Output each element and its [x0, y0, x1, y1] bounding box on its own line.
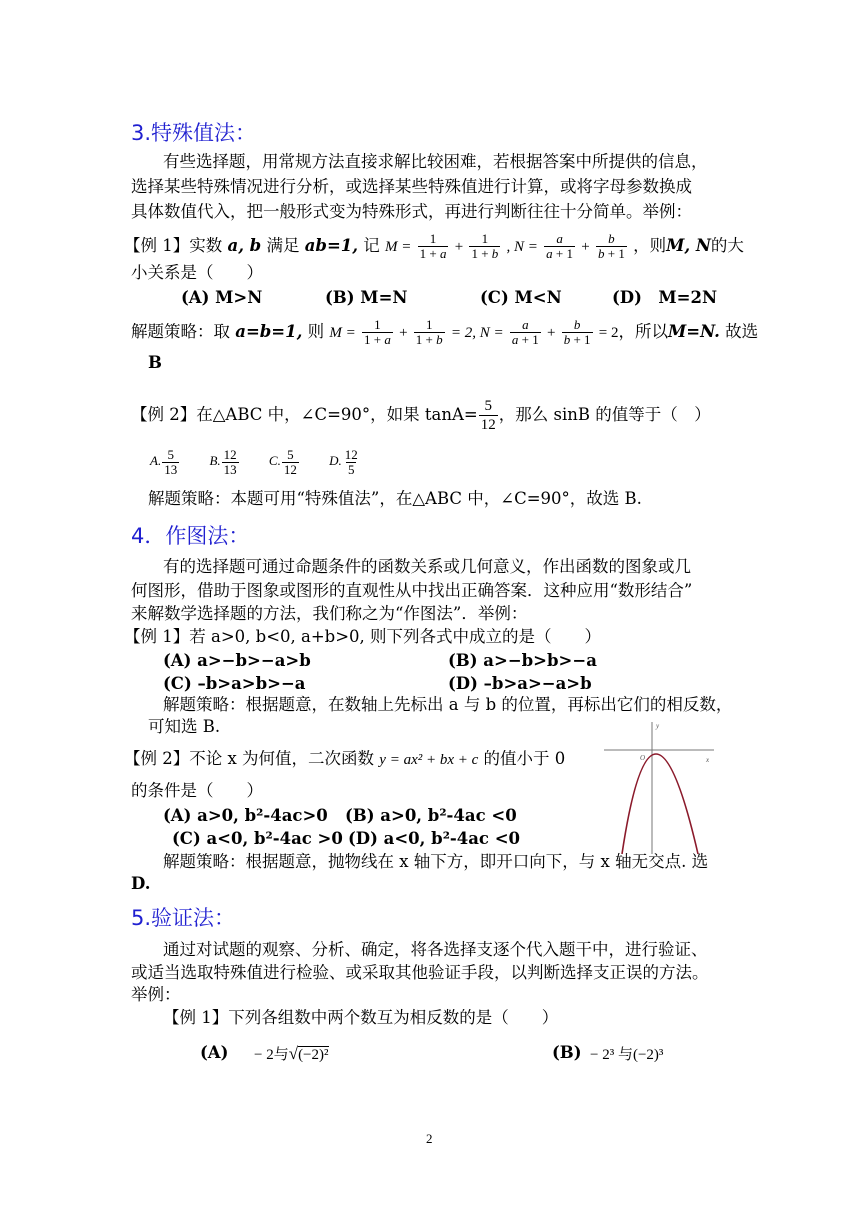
formula: = 2: [598, 325, 619, 341]
answer: B: [148, 353, 162, 372]
text: ，所以: [618, 322, 669, 341]
option-b: (B) a>−b>b>−a: [448, 651, 597, 670]
paragraph-line: 有些选择题，用常规方法直接求解比较困难，若根据答案中所提供的信息，: [163, 152, 708, 171]
option-a-label: (A): [200, 1043, 229, 1062]
paragraph-line: 具体数值代入，把一般形式变为特殊形式，再进行判断往往十分简单。举例：: [131, 202, 692, 221]
example-1-line: 【例 1】下列各组数中两个数互为相反数的是（ ）: [163, 1008, 559, 1027]
paragraph-line: 来解数学选择题的方法，我们称之为“作图法”．举例：: [131, 604, 528, 623]
solution-2-line: 解题策略：根据题意，抛物线在 x 轴下方，即开口向下，与 x 轴无交点. 选: [163, 852, 709, 871]
origin-label: O: [640, 754, 646, 762]
formula-m: M =: [329, 325, 356, 341]
option-a-expression: − 2与√(−2)²: [254, 1044, 329, 1063]
option-d: (D) M=2N: [612, 288, 718, 307]
paragraph-line: 通过对试题的观察、分析、确定，将各选择支逐个代入题干中，进行验证、: [163, 940, 708, 959]
fraction: $\frac{1}{1 + a}$: [419, 231, 447, 261]
text: 记: [363, 236, 380, 255]
text: 解题策略：取: [131, 322, 230, 341]
text: 【例 2】不论 x 为何值，二次函数: [124, 749, 375, 768]
formula: y = ax² + bx + c: [379, 752, 479, 768]
fraction: $\frac{b}{b + 1}$: [597, 231, 625, 261]
text: 的值小于 0: [483, 749, 566, 768]
option-b: (B) M=N: [325, 288, 408, 307]
paragraph-line: 或适当选取特殊值进行检验、或采取其他验证手段，以判断选择支正误的方法。: [131, 963, 709, 982]
text: 则: [307, 322, 325, 341]
option-a: (A) a>−b>−a>b: [163, 651, 311, 670]
result: M=N.: [668, 322, 720, 341]
text: 【例 2】在△ABC 中，∠C=90°，如果 tanA=: [131, 405, 478, 424]
section-3-title: 3.特殊值法：: [131, 121, 257, 145]
parabola-curve: [622, 754, 698, 854]
text: ，则: [633, 236, 667, 255]
paragraph-line: 选择某些特殊情况进行分析，或选择某些特殊值进行计算，或将字母参数换成: [131, 177, 692, 196]
option-a: (A) M>N: [181, 288, 263, 307]
option-b-label: (B): [552, 1043, 582, 1062]
section-4-title: 4．作图法：: [131, 524, 250, 548]
x-axis-label: x: [706, 756, 710, 764]
option-d: (D) a<0, b²-4ac <0: [348, 829, 521, 848]
formula-n: = 2, N =: [450, 325, 504, 341]
text: 的大: [710, 236, 744, 255]
option-a: (A) a>0, b²-4ac>0: [163, 806, 328, 825]
page-number: 2: [426, 1131, 433, 1146]
example-label: 【例 1】实数: [124, 236, 223, 255]
solution-2-line: D.: [131, 874, 151, 893]
example-1-line: 【例 1】实数 a, b 满足 ab=1, 记 M = $\frac{1}{1 + a}$ + $\frac{1}{1 + b}$ , N = $\frac{a}{a + 1}$ + $\frac{b}{b + 1}$ ，则M, N的大: [124, 231, 744, 261]
fraction: $\frac{a}{a + 1}$: [546, 231, 574, 261]
solution-1-line: 解题策略：根据题意，在数轴上先标出 a 与 b 的位置，再标出它们的相反数，: [163, 695, 733, 714]
solution-1-line: 可知选 B.: [148, 717, 221, 736]
paragraph-line: 的条件是（ ）: [131, 781, 263, 800]
value: a=b=1,: [235, 322, 303, 341]
solution-1-line: 解题策略：取 a=b=1, 则 M = $\frac{1}{1 + a}$ + $\frac{1}{1 + b}$ = 2, N = $\frac{a}{a + 1}$ + $\frac{b}{b + 1}$ = 2，所以M=N. 故选: [131, 317, 759, 347]
parabola-graph: [600, 718, 718, 858]
section-5-title: 5.验证法：: [131, 906, 236, 930]
variables: a, b: [227, 236, 262, 255]
formula-m: M =: [385, 239, 412, 255]
option-b-expression: − 2³ 与(−2)³: [590, 1047, 664, 1063]
formula-n: , N =: [506, 239, 538, 255]
paragraph-line: 举例：: [131, 985, 181, 1004]
variables: M, N: [666, 236, 711, 255]
option-b: (B) a>0, b²-4ac <0: [345, 806, 517, 825]
solution-2: 解题策略：本题可用“特殊值法”，在△ABC 中，∠C=90°，故选 B.: [148, 489, 642, 508]
fraction-num: 5: [484, 398, 492, 414]
option-c: (C) M<N: [480, 288, 562, 307]
text: 故选: [725, 322, 759, 341]
paragraph-line: 有的选择题可通过命题条件的函数关系或几何意义，作出函数的图象或几: [163, 557, 691, 576]
text: − 2与: [254, 1047, 289, 1063]
example-2-line: [131, 397, 711, 434]
option-c: (C) a<0, b²-4ac >0: [172, 829, 343, 848]
option-c: (C) –b>a>b>−a: [163, 674, 306, 693]
condition: ab=1,: [304, 236, 358, 255]
fraction: $\frac{1}{1 + b}$: [471, 231, 499, 261]
example-2-options: A. $\frac{5}{13}$ B. $\frac{12}{13}$ C. $\frac{5}{12}$ D. $\frac{12}{5}$: [150, 447, 358, 477]
text: 满足: [266, 236, 300, 255]
fraction-den: 12: [480, 417, 496, 433]
paragraph-line: 何图形，借助于图象或图形的直观性从中找出正确答案．这种应用“数形结合”: [131, 581, 693, 600]
y-axis-label: y: [656, 722, 660, 730]
option-d: (D) –b>a>−a>b: [448, 674, 592, 693]
example-1-line: 【例 1】若 a>0, b<0, a+b>0, 则下列各式中成立的是（ ）: [124, 627, 602, 646]
paragraph-line: 小关系是（ ）: [131, 263, 263, 282]
text: ，那么 sinB 的值等于（ ）: [498, 405, 711, 424]
example-2-line: [124, 748, 565, 771]
radicand: (−2)²: [298, 1047, 329, 1063]
